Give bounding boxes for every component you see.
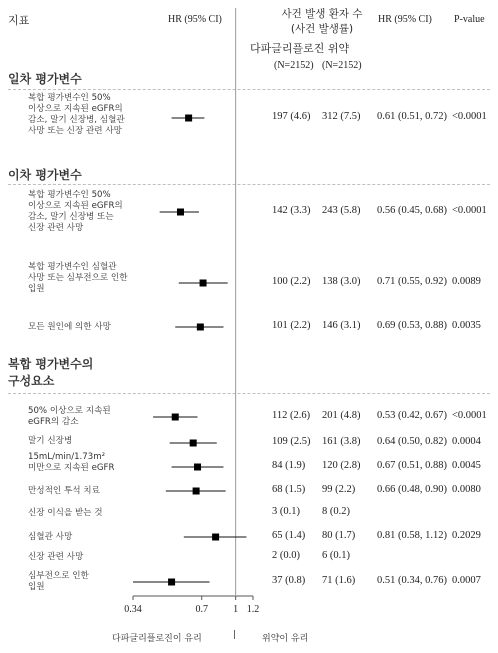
row-label-line: 복합 평가변수인 심혈관 bbox=[28, 262, 117, 272]
row-label-line: 신장 이식을 받는 것 bbox=[28, 508, 103, 518]
events-placebo: 161 (3.8) bbox=[322, 436, 361, 447]
events-placebo: 243 (5.8) bbox=[322, 205, 361, 216]
events-dapagliflozin: 65 (1.4) bbox=[272, 530, 306, 541]
row-label-line: eGFR의 감소 bbox=[28, 417, 79, 427]
events-dapagliflozin: 84 (1.9) bbox=[272, 460, 306, 471]
row-label-line: 감소, 말기 신장병 또는 bbox=[28, 212, 114, 222]
events-placebo: 71 (1.6) bbox=[322, 575, 356, 586]
hr-ci-text: 0.67 (0.51, 0.88) bbox=[377, 460, 447, 471]
row-label-line: 15mL/min/1.73m² bbox=[28, 452, 106, 462]
events-dapagliflozin: 112 (2.6) bbox=[272, 410, 311, 421]
row-label-line: 이상으로 지속된 eGFR의 bbox=[28, 104, 123, 114]
column-header-hr-text: HR (95% CI) bbox=[378, 14, 432, 25]
hr-ci-text: 0.71 (0.55, 0.92) bbox=[377, 276, 447, 287]
x-tick-label: 1.2 bbox=[246, 604, 260, 615]
p-value: <0.0001 bbox=[452, 205, 487, 216]
hr-ci-text: 0.81 (0.58, 1.12) bbox=[377, 530, 447, 541]
row-label-line: 미만으로 지속된 eGFR bbox=[28, 463, 115, 473]
row-label-line: 사망 또는 심부전으로 인한 bbox=[28, 273, 128, 283]
row-label-line: 복합 평가변수인 50% bbox=[28, 93, 111, 103]
row-label-line: 신장 관련 사망 bbox=[28, 223, 84, 233]
row-label-line: 만성적인 투석 치료 bbox=[28, 486, 100, 496]
hr-point bbox=[194, 464, 201, 471]
p-value: 0.0080 bbox=[452, 484, 481, 495]
hr-ci-text: 0.69 (0.53, 0.88) bbox=[377, 320, 447, 331]
row-label-line: 50% 이상으로 지속된 bbox=[28, 406, 111, 416]
section-secondary: 이차 평가변수 bbox=[8, 168, 82, 182]
p-value: 0.0045 bbox=[452, 460, 481, 471]
favors-dapagliflozin-label: 다파글리플로진이 유리 bbox=[112, 634, 202, 644]
row-label-line: 신장 관련 사망 bbox=[28, 552, 84, 562]
events-placebo: 120 (2.8) bbox=[322, 460, 361, 471]
column-header-events-line2: (사건 발생률) bbox=[290, 23, 354, 35]
events-dapagliflozin: 37 (0.8) bbox=[272, 575, 306, 586]
hr-ci-text: 0.64 (0.50, 0.82) bbox=[377, 436, 447, 447]
n-placebo: (N=2152) bbox=[322, 60, 362, 71]
events-dapagliflozin: 3 (0.1) bbox=[272, 506, 300, 517]
events-dapagliflozin: 142 (3.3) bbox=[272, 205, 311, 216]
events-placebo: 201 (4.8) bbox=[322, 410, 361, 421]
column-header-index: 지표 bbox=[8, 14, 30, 27]
hr-point bbox=[172, 414, 179, 421]
x-tick-label: 1 bbox=[233, 604, 239, 615]
events-dapagliflozin: 2 (0.0) bbox=[272, 550, 300, 561]
events-dapagliflozin: 197 (4.6) bbox=[272, 111, 311, 122]
p-value: 0.0035 bbox=[452, 320, 481, 331]
favors-placebo-label: 위약이 유리 bbox=[262, 634, 309, 644]
row-label-line: 심혈관 사망 bbox=[28, 532, 73, 542]
section-primary: 일차 평가변수 bbox=[8, 72, 82, 86]
hr-point bbox=[177, 209, 184, 216]
events-placebo: 80 (1.7) bbox=[322, 530, 356, 541]
events-dapagliflozin: 100 (2.2) bbox=[272, 276, 311, 287]
column-header-pvalue: P-value bbox=[454, 14, 485, 25]
events-placebo: 146 (3.1) bbox=[322, 320, 361, 331]
events-dapagliflozin: 68 (1.5) bbox=[272, 484, 306, 495]
p-value: 0.2029 bbox=[452, 530, 481, 541]
row-label-line: 입원 bbox=[28, 582, 45, 592]
hr-ci-text: 0.51 (0.34, 0.76) bbox=[377, 575, 447, 586]
section-components-line1: 복합 평가변수의 bbox=[8, 357, 94, 371]
hr-ci-text: 0.61 (0.51, 0.72) bbox=[377, 111, 447, 122]
row-label-line: 심부전으로 인한 bbox=[28, 571, 89, 581]
row-label-line: 말기 신장병 bbox=[28, 436, 73, 446]
row-label-line: 사망 또는 신장 관련 사망 bbox=[28, 126, 122, 136]
column-header-events-line1: 사건 발생 환자 수 bbox=[281, 8, 363, 20]
events-dapagliflozin: 109 (2.5) bbox=[272, 436, 311, 447]
hr-point bbox=[193, 488, 200, 495]
events-placebo: 138 (3.0) bbox=[322, 276, 361, 287]
hr-ci-text: 0.56 (0.45, 0.68) bbox=[377, 205, 447, 216]
hr-point bbox=[212, 534, 219, 541]
events-dapagliflozin: 101 (2.2) bbox=[272, 320, 311, 331]
hr-ci-text: 0.66 (0.48, 0.90) bbox=[377, 484, 447, 495]
hr-point bbox=[197, 324, 204, 331]
hr-point bbox=[190, 440, 197, 447]
x-tick-label: 0.34 bbox=[124, 604, 142, 615]
group-label: 다파글리플로진 위약 bbox=[250, 42, 350, 55]
hr-point bbox=[185, 115, 192, 122]
x-tick-label: 0.7 bbox=[195, 604, 208, 615]
events-placebo: 312 (7.5) bbox=[322, 111, 361, 122]
row-label-line: 감소, 말기 신장병, 심혈관 bbox=[28, 115, 125, 125]
p-value: <0.0001 bbox=[452, 410, 487, 421]
hr-ci-text: 0.53 (0.42, 0.67) bbox=[377, 410, 447, 421]
events-placebo: 99 (2.2) bbox=[322, 484, 356, 495]
row-label-line: 복합 평가변수인 50% bbox=[28, 190, 111, 200]
p-value: 0.0004 bbox=[452, 436, 481, 447]
row-label-line: 이상으로 지속된 eGFR의 bbox=[28, 201, 123, 211]
row-label-line: 입원 bbox=[28, 284, 45, 294]
events-placebo: 8 (0.2) bbox=[322, 506, 350, 517]
hr-point bbox=[168, 579, 175, 586]
section-components-line2: 구성요소 bbox=[8, 374, 55, 388]
events-placebo: 6 (0.1) bbox=[322, 550, 350, 561]
p-value: 0.0089 bbox=[452, 276, 481, 287]
footer-divider: | bbox=[233, 630, 237, 640]
p-value: 0.0007 bbox=[452, 575, 481, 586]
n-dapagliflozin: (N=2152) bbox=[274, 60, 314, 71]
p-value: <0.0001 bbox=[452, 111, 487, 122]
column-header-hr-plot: HR (95% CI) bbox=[168, 14, 222, 25]
hr-point bbox=[200, 280, 207, 287]
row-label-line: 모든 원인에 의한 사망 bbox=[28, 322, 111, 332]
